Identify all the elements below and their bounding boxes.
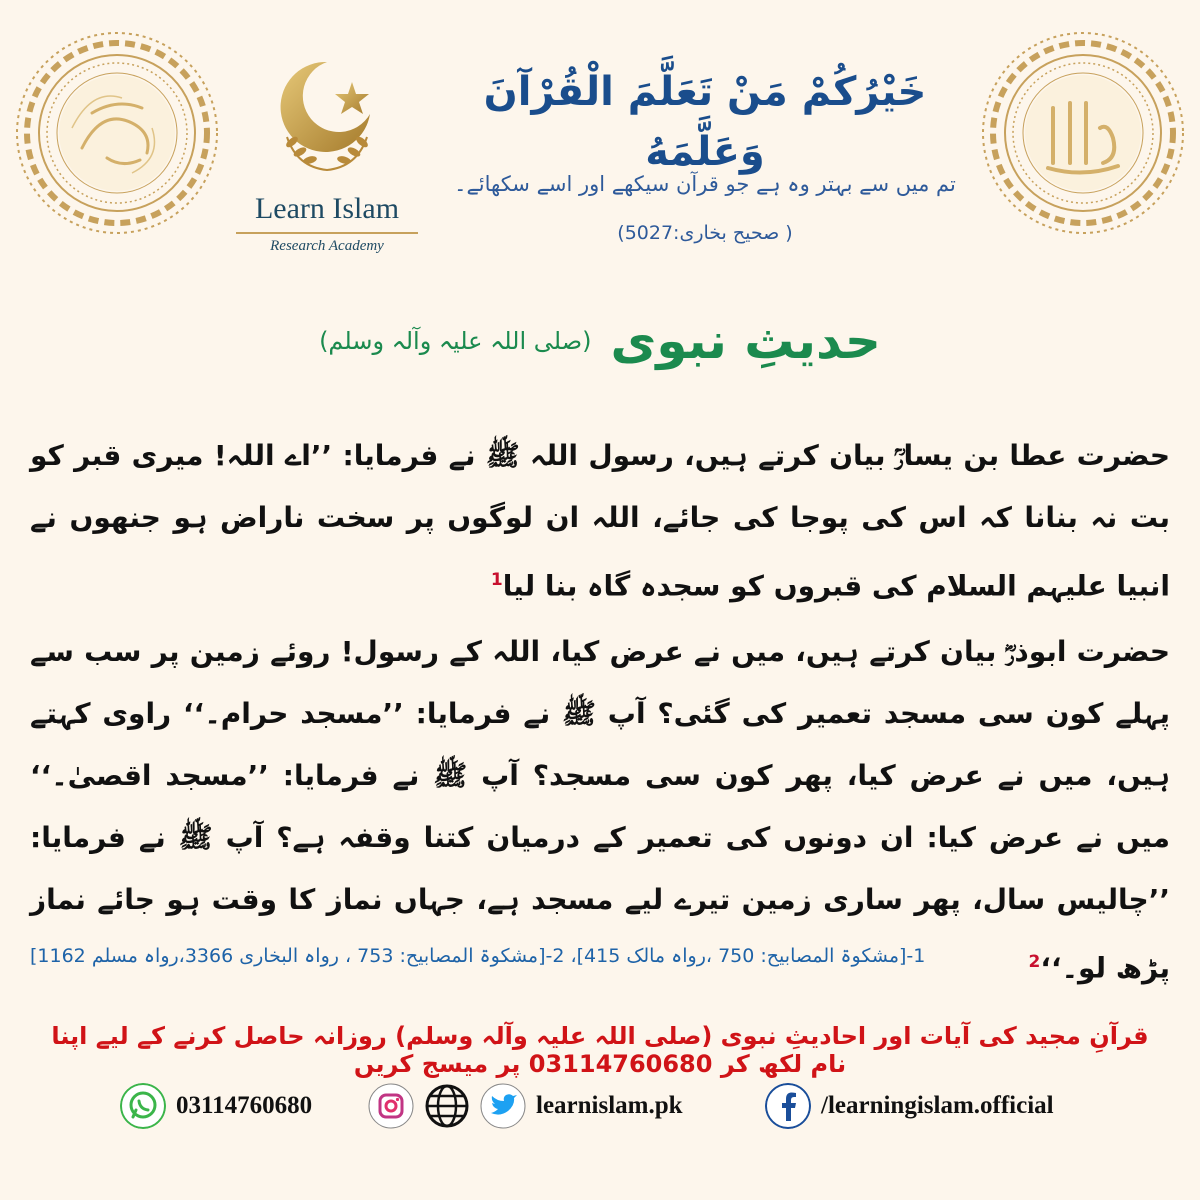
allah-calligraphy-medallion-icon (978, 28, 1188, 238)
logo-title: Learn Islam (254, 192, 400, 225)
title-main: حدیثِ نبوی (610, 312, 881, 370)
muhammad-calligraphy-medallion-icon (12, 28, 222, 238)
title-honorific: (صلی اللہ علیہ وآلہ وسلم) (319, 327, 592, 355)
instagram-icon[interactable] (368, 1083, 414, 1129)
whatsapp-contact[interactable] (120, 1080, 312, 1132)
hadith-2-text: حضرت ابوذرؓ بیان کرتے ہیں، میں نے عرض کیا، اللہ کے رسول! روئے زمین پر سب سے پہلے کون سی مسجد تعمیر کی گئی؟ آپ ﷺ نے فرمایا: ’’مسجد حرام۔‘‘ راوی کہتے ہیں، میں نے عرض کیا، پھر کون سی مسجد؟ آپ ﷺ نے فرمایا: ’’مسجد اقصیٰ۔‘‘ میں نے عرض کیا: ان دونوں کی تعمیر کے درمیان کتنا وقفہ ہے؟ آپ ﷺ نے فرمایا: ’’چالیس سال، پھر ساری زمین تیرے لیے مسجد ہے، جہاں نماز کا وقت ہو جائے نماز پڑھ لو۔‘‘ (30, 635, 1170, 985)
hadith-paragraph-1 (30, 425, 1170, 617)
globe-icon[interactable] (424, 1083, 470, 1129)
facebook-contact[interactable] (765, 1080, 1054, 1132)
facebook-icon (765, 1083, 811, 1129)
quran-hadith-arabic: خَيْرُكُمْ مَنْ تَعَلَّمَ الْقُرْآنَ وَعَلَّمَهُ (483, 69, 927, 175)
hadith-1-text: حضرت عطا بن یسارؒ بیان کرتے ہیں، رسول اللہ ﷺ نے فرمایا: ’’اے اللہ! میری قبر کو بت نہ بنانا کہ اس کی پوجا کی جائے، اللہ ان لوگوں پر سخت ناراض ہو جنھوں نے انبیا علیہم السلام کی قبروں کو سجدہ گاہ بنا لیا (30, 439, 1170, 603)
whatsapp-number: 03114760680 (176, 1092, 313, 1119)
references: 1-[مشکوۃ المصابیح: 750 ،رواہ مالک 415]، 2-[مشکوۃ المصابیح: 753 ، رواہ البخاری 3366،رواہ مسلم 1162] (30, 945, 926, 967)
website-url: learnislam.pk (536, 1092, 683, 1119)
hadith-paragraph-2 (30, 621, 1170, 999)
learn-islam-logo (222, 52, 432, 267)
twitter-icon[interactable] (480, 1083, 526, 1129)
verse-reference: ( صحیح بخاری:5027) (617, 222, 793, 244)
subscription-message: قرآنِ مجید کی آیات اور احادیثِ نبوی (صلی اللہ علیہ وآلہ وسلم) روزانہ حاصل کرنے کے لیے اپنا نام لکھ کر 03114760680 پر میسج کریں (51, 1022, 1149, 1078)
section-title (200, 312, 1000, 384)
website-contact[interactable] (368, 1080, 683, 1132)
verse-translation: تم میں سے بہتر وہ ہے جو قرآن سیکھے اور اسے سکھائے۔ (454, 172, 956, 196)
whatsapp-icon (120, 1083, 166, 1129)
facebook-handle: /learningislam.official (821, 1092, 1054, 1119)
footnote-marker-1: 1 (490, 570, 503, 590)
crescent-star-laurel-icon (252, 52, 402, 182)
logo-subtitle: Research Academy (270, 238, 384, 254)
logo-divider (236, 232, 418, 234)
footnote-marker-2: 2 (1028, 952, 1041, 972)
